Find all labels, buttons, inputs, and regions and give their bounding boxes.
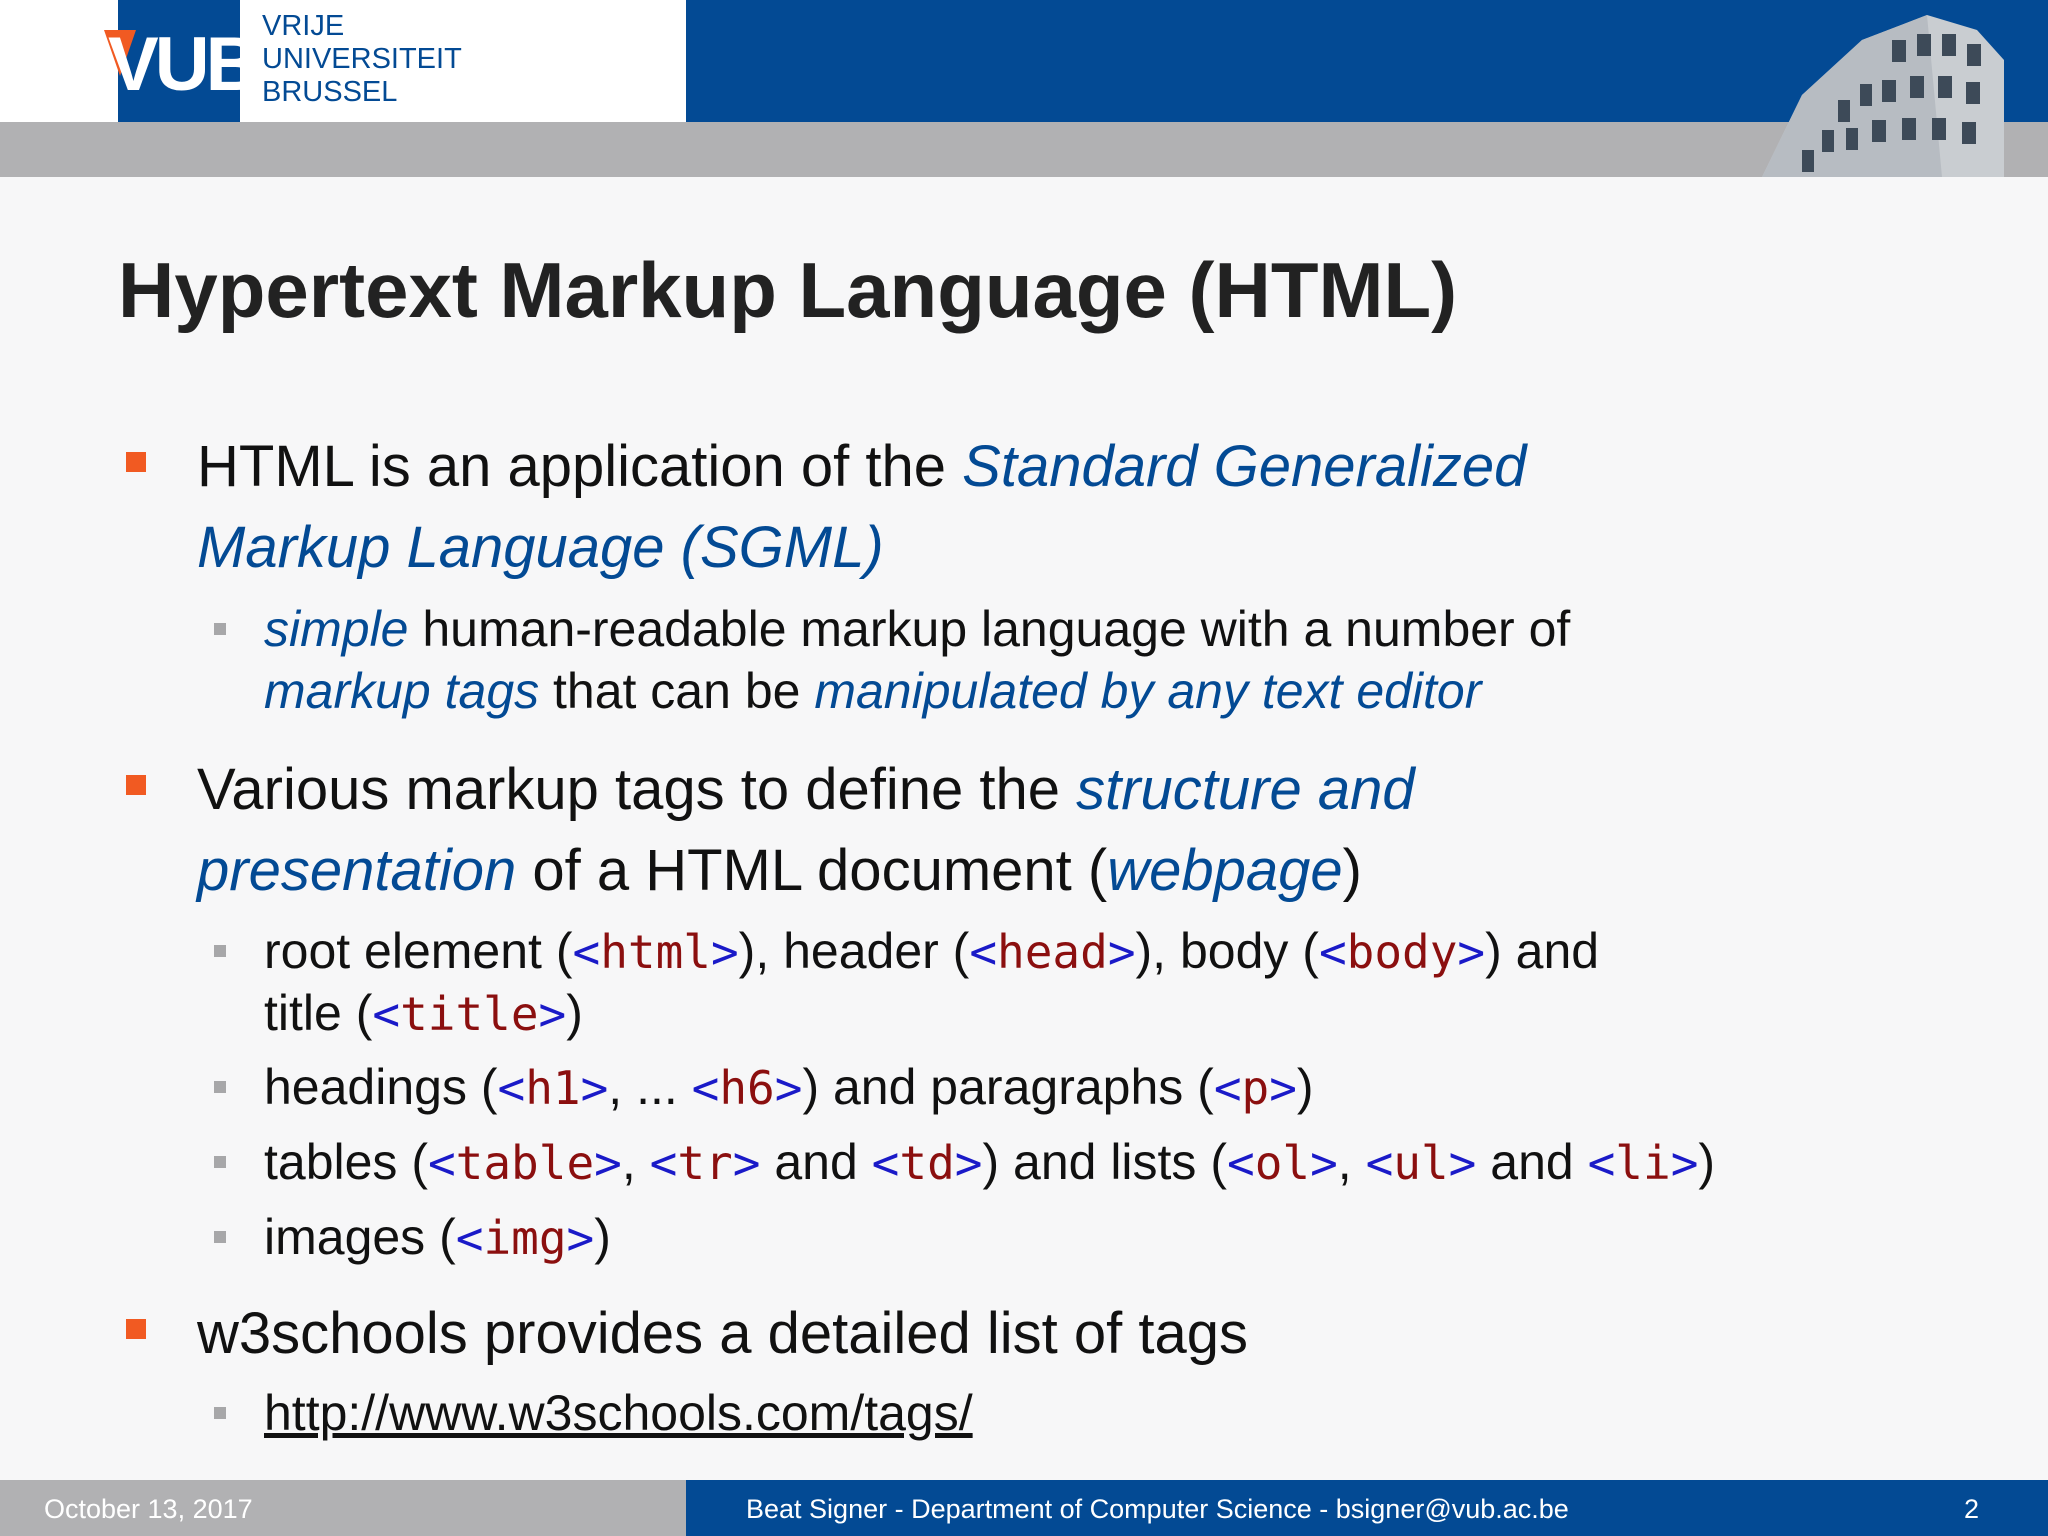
bullet-1-line-1: HTML is an application of the Standard Generalized (197, 434, 1527, 499)
vub-logo-text: VUB (108, 22, 257, 107)
university-name-line: BRUSSEL (262, 76, 398, 108)
bullet-3-line-1: w3schools provides a detailed list of tags (197, 1301, 1249, 1366)
sub-bullet-square-icon (214, 623, 226, 635)
bullet-2-sub-3: tables (<table>, <tr> and <td>) and lists (<ol>, <ul> and <li>) (264, 1134, 1716, 1190)
sub-bullet-square-icon (214, 1081, 226, 1093)
bullet-square-icon (126, 775, 146, 795)
bullet-2-line-2: presentation of a HTML document (webpage) (197, 838, 1362, 903)
bullet-3-sub (264, 1382, 1964, 1444)
sub-bullet-square-icon (214, 1156, 226, 1168)
header-grey-strip (0, 122, 2048, 177)
bullet-2-sub-1-line-2: title (<title>) (264, 985, 583, 1041)
bullet-1-sub-line-1: simple human-readable markup language with a number of (264, 601, 1571, 657)
footer-date: October 13, 2017 (44, 1494, 253, 1524)
building-photo (1742, 0, 2004, 177)
w3schools-link[interactable]: http://www.w3schools.com/tags/ (264, 1385, 973, 1441)
university-name (262, 10, 462, 109)
bullet-2-sub-1-line-1: root element (<html>), header (<head>), body (<body>) and (264, 923, 1600, 979)
footer-page-number: 2 (1964, 1494, 1980, 1524)
bullet-1-sub-line-2: markup tags that can be manipulated by any text editor (264, 663, 1482, 719)
bullet-2-sub-2: headings (<h1>, ... <h6>) and paragraphs (<p>) (264, 1059, 1314, 1115)
bullet-square-icon (126, 1319, 146, 1339)
bullet-1-line-2: Markup Language (SGML) (197, 515, 884, 580)
bullet-2-sub-4: images (<img>) (264, 1209, 611, 1265)
bullet-2-line-1: Various markup tags to define the structure and (197, 757, 1415, 822)
sub-bullet-square-icon (214, 1407, 226, 1419)
bullet-square-icon (126, 452, 146, 472)
slide-title: Hypertext Markup Language (HTML) (118, 246, 1458, 334)
sub-bullet-square-icon (214, 1231, 226, 1243)
university-name-line: VRIJE (262, 10, 345, 42)
university-name-line: UNIVERSITEIT (262, 43, 462, 75)
sub-bullet-square-icon (214, 945, 226, 957)
footer-author: Beat Signer - Department of Computer Science - bsigner@vub.ac.be (746, 1494, 1569, 1524)
